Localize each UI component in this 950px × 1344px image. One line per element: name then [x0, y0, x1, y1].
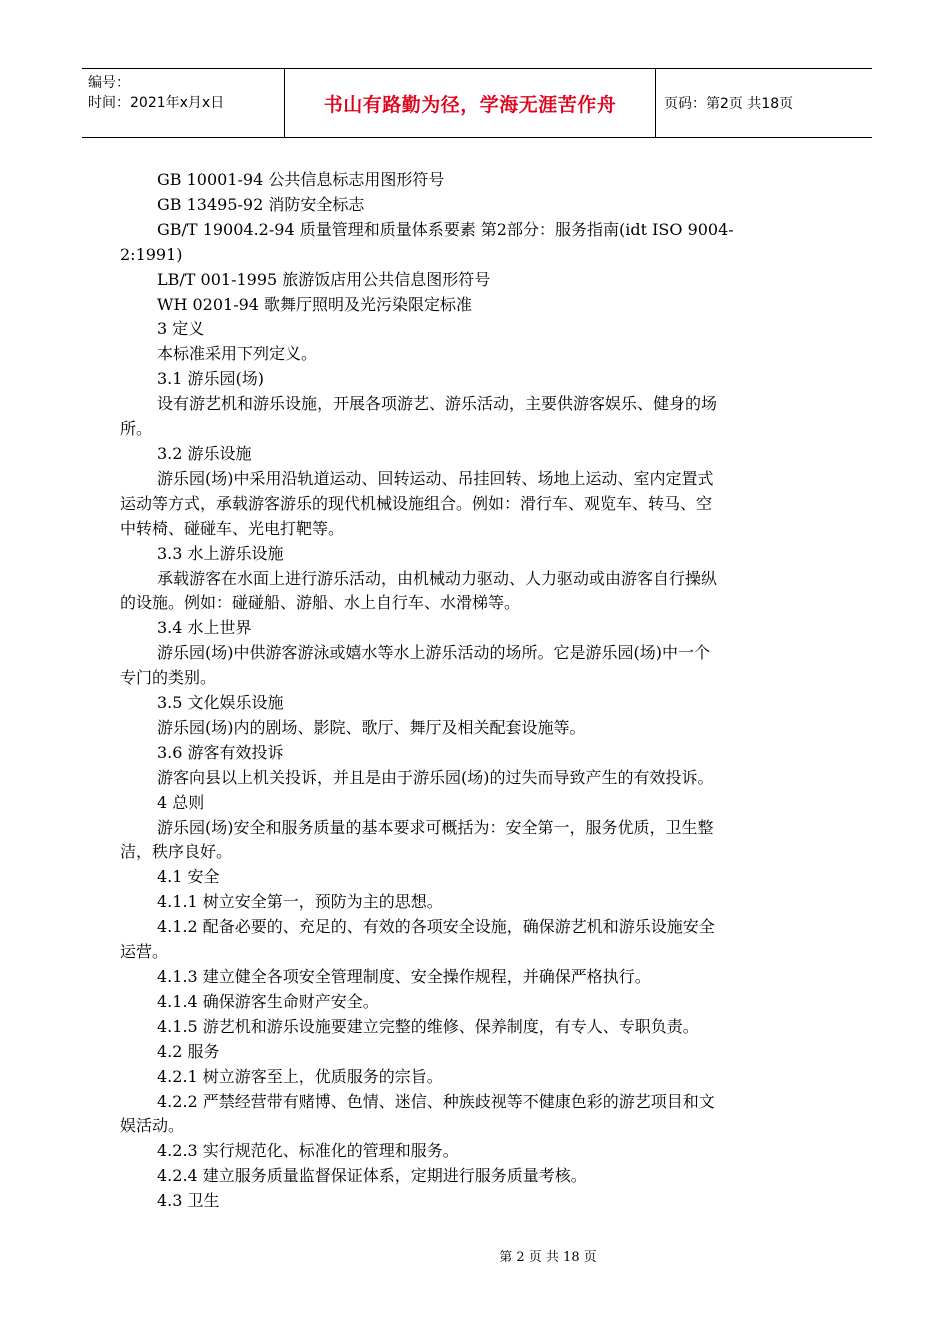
body-line: 4.1 安全 — [157, 867, 220, 887]
header-page-info: 页码：第2页 共18页 — [664, 96, 794, 112]
body-line: 3.6 游客有效投诉 — [157, 742, 284, 762]
body-line: 3.2 游乐设施 — [157, 443, 252, 463]
page-footer: 第 2 页 共 18 页 — [499, 1250, 597, 1265]
body-line: LB/T 001-1995 旅游饭店用公共信息图形符号 — [157, 269, 491, 289]
body-line: 4.1.5 游艺机和游乐设施要建立完整的维修、保养制度，有专人、专职负责。 — [157, 1016, 699, 1036]
body-line: 承载游客在水面上进行游乐活动，由机械动力驱动、人力驱动或由游客自行操纵 — [157, 568, 718, 588]
body-line: 4.1.1 树立安全第一，预防为主的思想。 — [157, 892, 443, 912]
body-line: 游乐园(场)中供游客游泳或嬉水等水上游乐活动的场所。它是游乐园(场)中一个 — [157, 643, 710, 663]
document-time-label: 时间：2021年x月x日 — [88, 95, 225, 111]
body-line: 3 定义 — [157, 319, 205, 339]
body-line: 4 总则 — [157, 792, 205, 812]
body-line: 游乐园(场)安全和服务质量的基本要求可概括为：安全第一，服务优质，卫生整 — [157, 817, 714, 837]
body-line: 4.2.2 严禁经营带有赌博、色情、迷信、种族歧视等不健康色彩的游艺项目和文 — [157, 1091, 715, 1111]
body-line: 3.5 文化娱乐设施 — [157, 693, 284, 713]
body-line: 设有游艺机和游乐设施，开展各项游艺、游乐活动，主要供游客娱乐、健身的场 — [157, 394, 718, 414]
body-line: 3.1 游乐园(场) — [157, 369, 265, 389]
body-line: 所。 — [120, 419, 153, 439]
body-line: 专门的类别。 — [120, 668, 217, 688]
body-line: 3.3 水上游乐设施 — [157, 543, 284, 563]
body-line: GB/T 19004.2-94 质量管理和质量体系要素 第2部分：服务指南(idt ISO 9004- — [157, 219, 734, 239]
header-meta — [82, 69, 284, 137]
body-line: GB 13495-92 消防安全标志 — [157, 194, 365, 214]
body-line: 的设施。例如：碰碰船、游船、水上自行车、水滑梯等。 — [120, 593, 521, 613]
body-line: 4.1.2 配备必要的、充足的、有效的各项安全设施，确保游艺机和游乐设施安全 — [157, 917, 715, 937]
body-line: 本标准采用下列定义。 — [157, 344, 318, 364]
body-line: 游客向县以上机关投诉，并且是由于游乐园(场)的过失而导致产生的有效投诉。 — [157, 767, 714, 787]
document-number-label: 编号： — [88, 75, 130, 91]
body-line: 4.1.3 建立健全各项安全管理制度、安全操作规程，并确保严格执行。 — [157, 967, 651, 986]
body-line: 2:1991) — [120, 244, 183, 264]
body-line: 4.2.1 树立游客至上，优质服务的宗旨。 — [157, 1066, 443, 1086]
body-line: 运动等方式，承载游客游乐的现代机械设施组合。例如：滑行车、观览车、转马、空 — [120, 493, 713, 513]
body-line: 4.2.3 实行规范化、标准化的管理和服务。 — [157, 1141, 459, 1161]
body-line: 3.4 水上世界 — [157, 618, 252, 638]
body-line: 娱活动。 — [120, 1116, 185, 1136]
body-line: 运营。 — [120, 942, 169, 962]
body-line: 游乐园(场)中采用沿轨道运动、回转运动、吊挂回转、场地上运动、室内定置式 — [157, 468, 714, 488]
page-header — [82, 68, 872, 138]
body-line: 4.2.4 建立服务质量监督保证体系，定期进行服务质量考核。 — [157, 1166, 587, 1186]
body-line: 4.2 服务 — [157, 1041, 220, 1061]
body-line: GB 10001-94 公共信息标志用图形符号 — [157, 170, 445, 189]
header-motto: 书山有路勤为径，学海无涯苦作舟 — [284, 69, 656, 137]
body-line: 中转椅、碰碰车、光电打靶等。 — [120, 518, 345, 538]
document-body — [120, 168, 836, 1214]
body-line: 4.3 卫生 — [157, 1191, 220, 1211]
body-line: 游乐园(场)内的剧场、影院、歌厅、舞厅及相关配套设施等。 — [157, 717, 586, 737]
body-line: 4.1.4 确保游客生命财产安全。 — [157, 991, 379, 1011]
body-line: WH 0201-94 歌舞厅照明及光污染限定标准 — [157, 294, 473, 314]
body-line: 洁，秩序良好。 — [120, 842, 233, 862]
